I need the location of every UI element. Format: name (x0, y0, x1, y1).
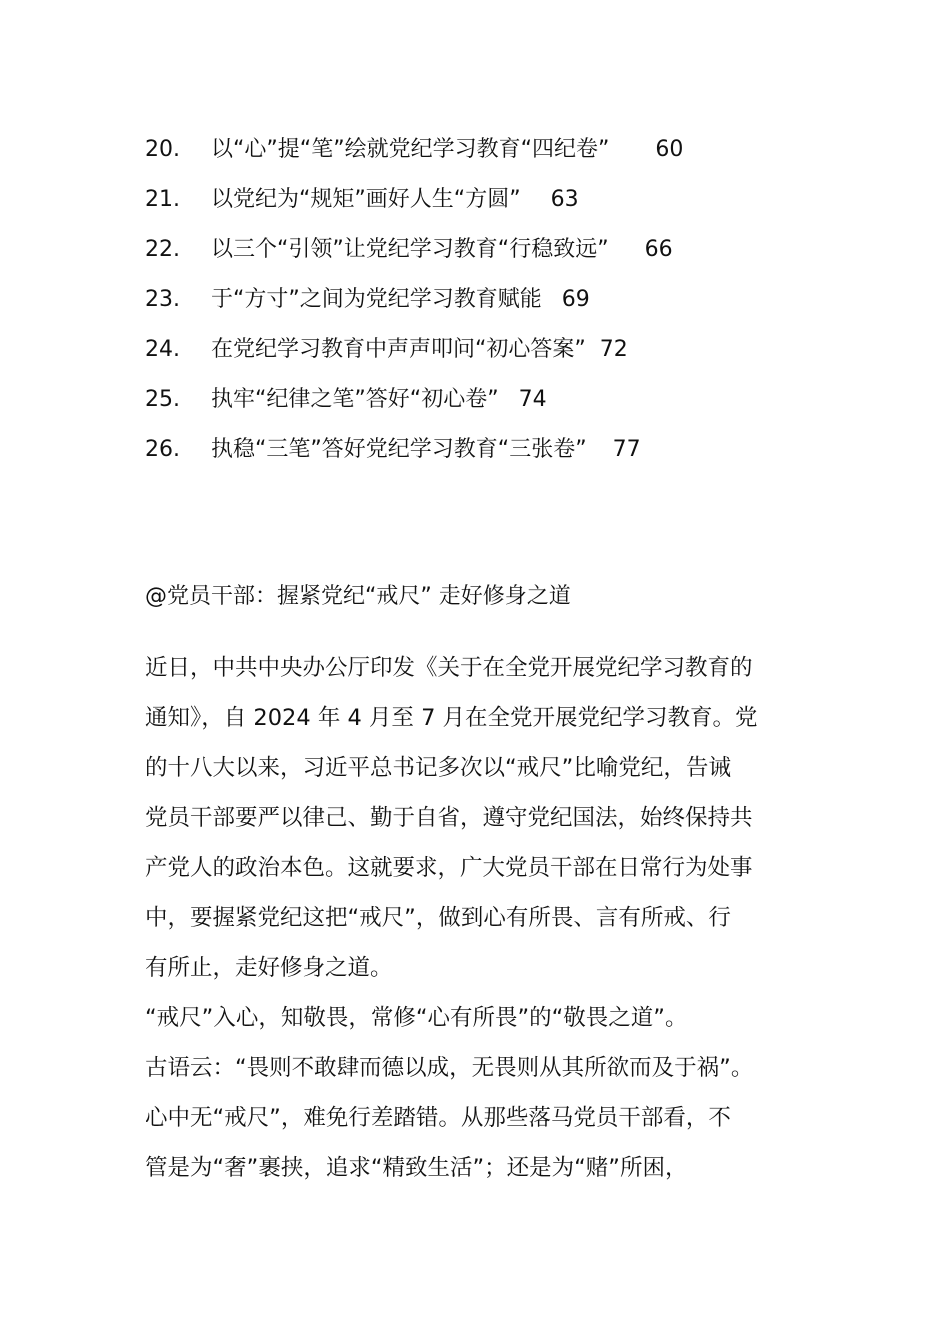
toc-entry-number: 25. (145, 387, 180, 412)
toc-entry (145, 180, 825, 230)
toc-entry (145, 380, 825, 430)
toc-entry-title: 执牢“纪律之笔”答好“初心卷” (211, 387, 499, 412)
toc-entry (145, 280, 825, 330)
toc-entry-number: 26. (145, 437, 180, 462)
toc-entry-title: 于“方寸”之间为党纪学习教育赋能 (211, 287, 542, 312)
body-line: 心中无“戒尺”，难免行差踏错。从那些落马党员干部看，不 (145, 1105, 731, 1131)
toc-entry (145, 230, 825, 280)
toc-entry (145, 130, 825, 180)
toc-entry-number: 20. (145, 137, 180, 162)
toc-entry-page: 60 (655, 137, 684, 162)
toc-entry-title: 以“心”提“笔”绘就党纪学习教育“四纪卷” (211, 137, 610, 162)
toc-entry-number: 21. (145, 187, 180, 212)
toc-entry-title: 执稳“三笔”答好党纪学习教育“三张卷” (211, 437, 587, 462)
article-heading: @党员干部：握紧党纪“戒尺” 走好修身之道 (145, 584, 571, 609)
body-line: 近日，中共中央办公厅印发《关于在全党开展党纪学习教育的 (145, 655, 753, 681)
toc-entry-page: 69 (561, 287, 590, 312)
toc-entry-title: 以三个“引领”让党纪学习教育“行稳致远” (211, 237, 609, 262)
body-line: 通知》，自 2024 年 4 月至 7 月在全党开展党纪学习教育。党 (145, 705, 758, 731)
body-line: 管是为“奢”裹挟，追求“精致生活”；还是为“赌”所困， (145, 1155, 688, 1181)
toc-entry-title: 以党纪为“规矩”画好人生“方圆” (211, 187, 521, 212)
toc-entry-page: 77 (612, 437, 641, 462)
toc-entry-number: 24. (145, 337, 180, 362)
toc-entry-number: 22. (145, 237, 180, 262)
article (145, 577, 815, 1193)
toc-entry-number: 23. (145, 287, 180, 312)
body-line: 中，要握紧党纪这把“戒尺”，做到心有所畏、言有所戒、行 (145, 905, 731, 931)
toc-entry (145, 330, 825, 380)
toc-entry-page: 74 (518, 387, 547, 412)
table-of-contents (145, 130, 825, 480)
body-line: 党员干部要严以律己、勤于自省，遵守党纪国法，始终保持共 (145, 805, 753, 831)
toc-entry-page: 72 (599, 337, 628, 362)
toc-entry-page: 63 (550, 187, 579, 212)
toc-entry-page: 66 (644, 237, 673, 262)
toc-entry (145, 430, 825, 480)
body-line: 的十八大以来，习近平总书记多次以“戒尺”比喻党纪，告诫 (145, 755, 731, 781)
body-line: 产党人的政治本色。这就要求，广大党员干部在日常行为处事 (145, 855, 753, 881)
toc-entry-title: 在党纪学习教育中声声叩问“初心答案” (211, 337, 586, 362)
body-line: 古语云：“畏则不敢肆而德以成，无畏则从其所欲而及于祸”。 (145, 1055, 754, 1081)
body-line: 有所止，走好修身之道。 (145, 955, 393, 981)
body-line: “戒尺”入心，知敬畏，常修“心有所畏”的“敬畏之道”。 (145, 1005, 688, 1031)
